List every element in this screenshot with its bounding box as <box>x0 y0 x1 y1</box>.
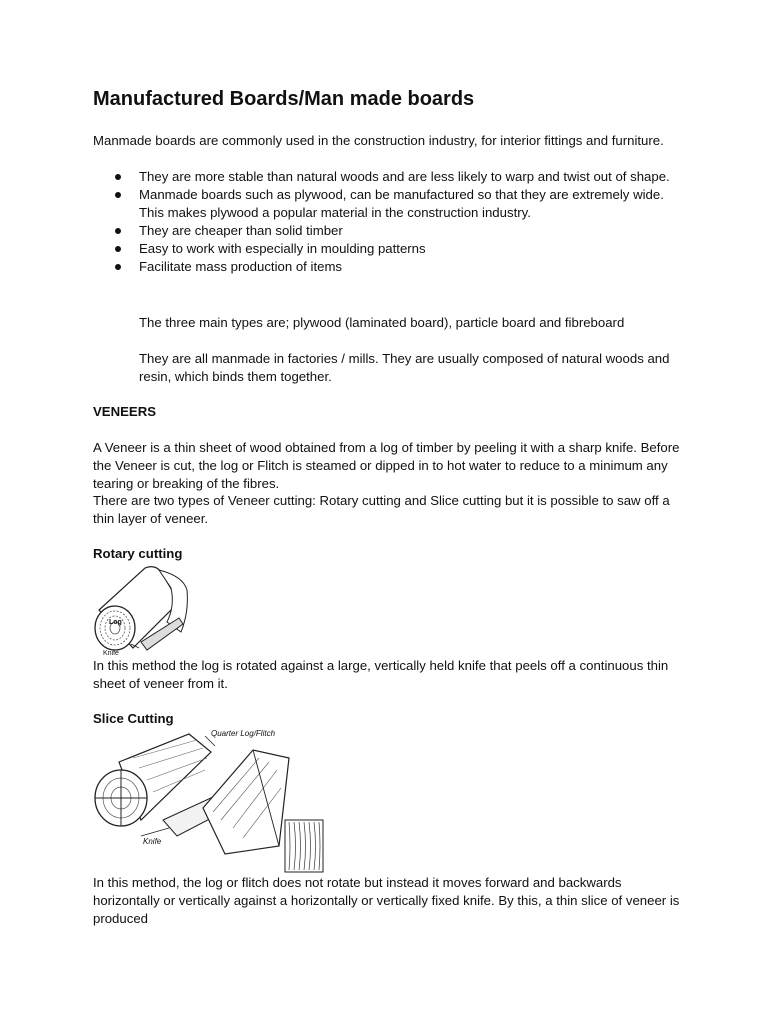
intro-paragraph: Manmade boards are commonly used in the construction industry, for interior fittings and furniture. <box>93 133 664 148</box>
veneers-heading: VENEERS <box>93 404 157 419</box>
veneers-paragraph-1: A Veneer is a thin sheet of wood obtained from a log of timber by peeling it with a sharp knife. Before the Veneer is cut, the log or Flitch is steamed or dipped in to hot water to reduce to a minimum any tearing or breaking of the fibres. <box>93 440 680 491</box>
list-item: They are cheaper than solid timber <box>93 222 683 240</box>
slice-cutting-illustration <box>93 728 325 874</box>
types-paragraph: The three main types are; plywood (laminated board), particle board and fibreboard <box>139 315 625 330</box>
list-item: They are more stable than natural woods and are less likely to warp and twist out of shape. <box>93 168 683 186</box>
flitch-label: Quarter Log/Flitch <box>211 729 276 738</box>
rotary-description: In this method the log is rotated against a large, vertically held knife that peels off a continuous thin sheet of veneer from it. <box>93 658 669 691</box>
rotary-knife-label: Knife <box>103 650 119 657</box>
bullet-icon <box>115 192 121 198</box>
advantages-list <box>93 168 683 276</box>
bullet-icon <box>115 264 121 270</box>
list-item: Manmade boards such as plywood, can be manufactured so that they are extremely wide. This makes plywood a popular material in the construction industry. <box>93 186 683 222</box>
bullet-icon <box>115 174 121 180</box>
page-title: Manufactured Boards/Man made boards <box>93 88 475 110</box>
slice-heading: Slice Cutting <box>93 711 174 726</box>
rotary-heading: Rotary cutting <box>93 546 183 561</box>
bullet-icon <box>115 228 121 234</box>
composition-paragraph: They are all manmade in factories / mills. They are usually composed of natural woods and resin, which binds them together. <box>139 351 670 384</box>
rotary-cutting-illustration <box>93 562 193 658</box>
log-label: Log <box>109 619 122 626</box>
veneers-paragraph-2: There are two types of Veneer cutting: Rotary cutting and Slice cutting but it is possible to saw off a thin layer of veneer. <box>93 493 670 526</box>
list-item: Easy to work with especially in moulding patterns <box>93 240 683 258</box>
list-item: Facilitate mass production of items <box>93 258 683 276</box>
slice-knife-label: Knife <box>143 837 162 846</box>
bullet-icon <box>115 246 121 252</box>
slice-description: In this method, the log or flitch does not rotate but instead it moves forward and backwards horizontally or vertically against a horizontally or vertically fixed knife. By this, a thin slice of veneer is produced <box>93 875 680 926</box>
